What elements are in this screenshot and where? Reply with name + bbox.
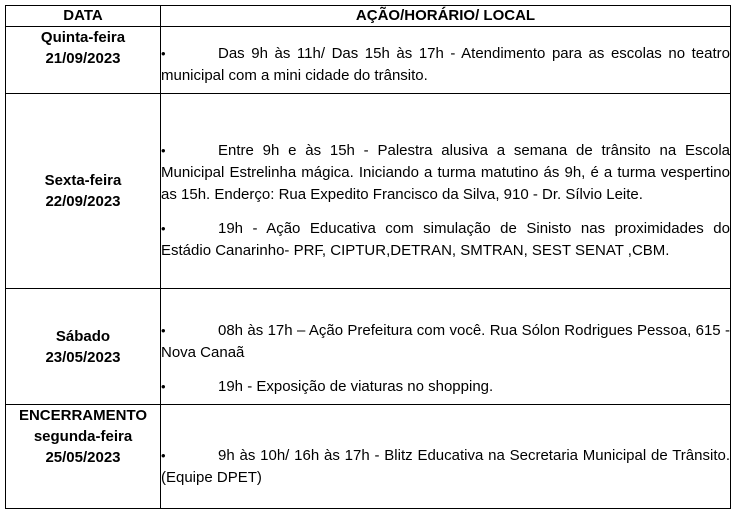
date-value: 25/05/2023 (45, 449, 121, 466)
item-text: Entre 9h e às 15h - Palestra alusiva a semana de trânsito na Escola Municipal Estrelinha mágica. Iniciando a turma matutino ás 9h, é a turma vespertino as 15h. Enderço: Rua Expedito Francisco da Silva, 910 - Dr. Sílvio Leite. (161, 142, 730, 203)
schedule-table (5, 5, 731, 509)
header-row (6, 6, 731, 27)
action-cell (161, 289, 731, 405)
date-closing-label: ENCERRAMENTO (18, 407, 148, 424)
schedule-row-saturday (6, 289, 731, 405)
header-date: DATA (6, 6, 161, 27)
item-text: 19h - Ação Educativa com simulação de Sinisto nas proximidades do Estádio Canarinho- PRF, CIPTUR,DETRAN, SMTRAN, SEST SENAT ,CBM. (161, 220, 730, 259)
bullet-icon: • (161, 447, 166, 463)
date-cell (6, 289, 161, 405)
header-action: AÇÃO/HORÁRIO/ LOCAL (161, 6, 731, 27)
schedule-row-thursday (6, 27, 731, 94)
list-item (161, 140, 730, 206)
bullet-icon: • (161, 322, 166, 338)
bullet-icon: • (161, 45, 166, 61)
item-text: 9h às 10h/ 16h às 17h - Blitz Educativa na Secretaria Municipal de Trânsito.(Equipe DPET) (161, 446, 730, 486)
date-value: 21/09/2023 (45, 50, 121, 67)
action-cell (161, 27, 731, 94)
date-cell (6, 27, 161, 94)
list-item (161, 376, 730, 398)
list-item (161, 320, 730, 364)
item-text: 19h - Exposição de viaturas no shopping. (218, 377, 494, 395)
date-weekday: segunda-feira (33, 428, 133, 445)
item-text: 08h às 17h – Ação Prefeitura com você. Rua Sólon Rodrigues Pessoa, 615 - Nova Canaã (161, 321, 730, 361)
bullet-icon: • (161, 143, 166, 158)
bullet-icon: • (161, 378, 166, 394)
action-cell (161, 94, 731, 289)
date-weekday: Sexta-feira (44, 172, 122, 189)
list-item (161, 218, 730, 262)
bullet-icon: • (161, 221, 166, 236)
item-text: Das 9h às 11h/ Das 15h às 17h - Atendimento para as escolas no teatro municipal com a mini cidade do trânsito. (161, 44, 730, 84)
date-cell (6, 94, 161, 289)
list-item (161, 445, 730, 489)
date-cell (6, 405, 161, 509)
date-weekday: Quinta-feira (40, 29, 126, 46)
schedule-row-closing (6, 405, 731, 509)
action-cell (161, 405, 731, 509)
date-value: 23/05/2023 (45, 348, 121, 366)
date-weekday: Sábado (55, 327, 111, 345)
date-value: 22/09/2023 (45, 193, 121, 210)
schedule-row-friday (6, 94, 731, 289)
list-item (161, 43, 730, 87)
